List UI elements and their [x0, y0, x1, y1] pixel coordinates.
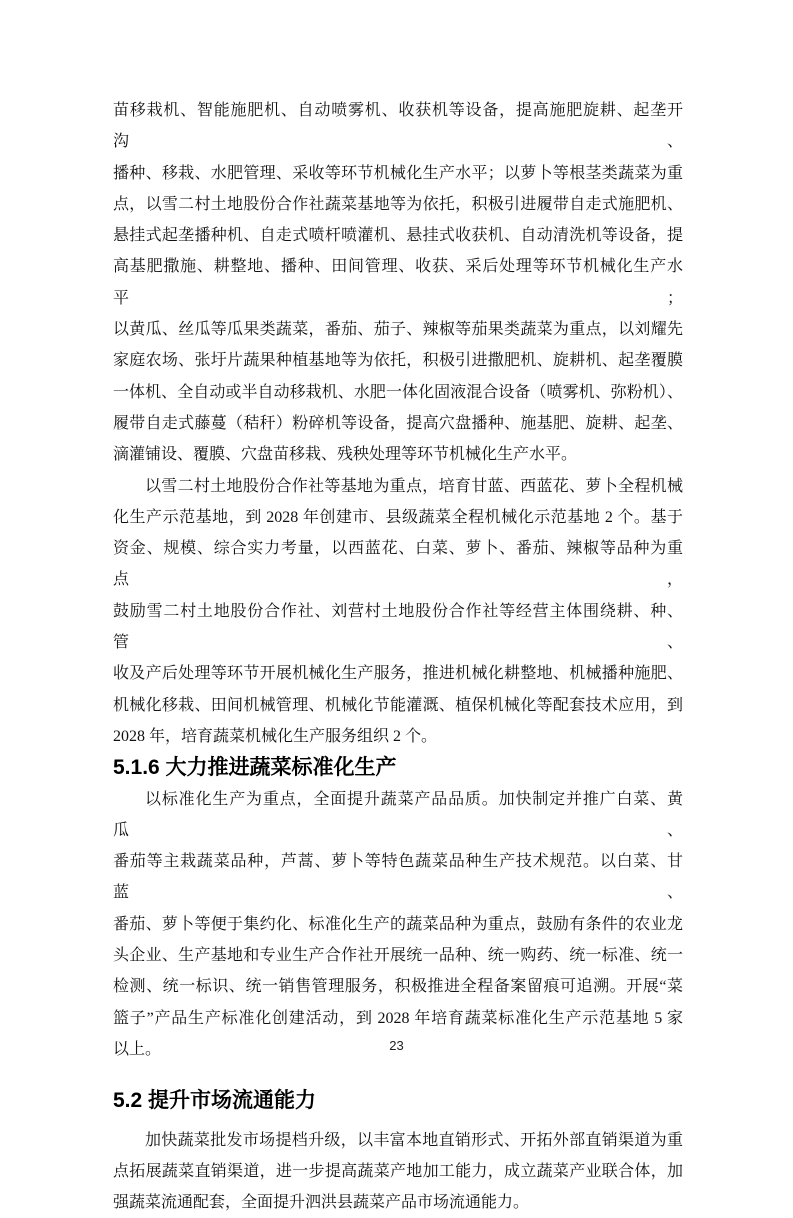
text-line: 篮子”产品生产标准化创建活动，到 2028 年培育蔬菜标准化生产示范基地 5 家: [113, 1003, 683, 1034]
text-line: 机械化移栽、田间机械管理、机械化节能灌溉、植保机械化等配套技术应用，到: [113, 690, 683, 721]
text-line: 以黄瓜、丝瓜等瓜果类蔬菜，番茄、茄子、辣椒等茄果类蔬菜为重点，以刘耀先: [113, 314, 683, 345]
text-line: 家庭农场、张圩片蔬果种植基地等为依托，积极引进撒肥机、旋耕机、起垄覆膜: [113, 345, 683, 376]
text-line: 播种、移栽、水肥管理、采收等环节机械化生产水平；以萝卜等根茎类蔬菜为重: [113, 158, 683, 189]
text-line: 以上。: [113, 1034, 683, 1065]
text-line: 鼓励雪二村土地股份合作社、刘营村土地股份合作社等经营主体围绕耕、种、管、: [113, 596, 683, 659]
text-line: 检测、统一标识、统一销售管理服务，积极推进全程备案留痕可追溯。开展“菜: [113, 971, 683, 1002]
text-line: 履带自走式藤蔓（秸秆）粉碎机等设备，提高穴盘播种、施基肥、旋耕、起垄、: [113, 408, 683, 439]
text-line: 头企业、生产基地和专业生产合作社开展统一品种、统一购药、统一标准、统一: [113, 940, 683, 971]
text-line: 点拓展蔬菜直销渠道，进一步提高蔬菜产地加工能力，成立蔬菜产业联合体，加: [113, 1156, 683, 1187]
text-line: 收及产后处理等环节开展机械化生产服务，推进机械化耕整地、机械播种施肥、: [113, 658, 683, 689]
paragraph: [113, 471, 683, 753]
text-line: 高基肥撒施、耕整地、播种、田间管理、收获、采后处理等环节机械化生产水平；: [113, 251, 683, 314]
text-line: 以标准化生产为重点，全面提升蔬菜产品品质。加快制定并推广白菜、黄瓜、: [113, 784, 683, 847]
text-line: 加快蔬菜批发市场提档升级，以丰富本地直销形式、开拓外部直销渠道为重: [113, 1125, 683, 1156]
paragraph: [113, 95, 683, 471]
text-line: 点，以雪二村土地股份合作社蔬菜基地等为依托，积极引进履带自走式施肥机、: [113, 189, 683, 220]
text-line: 一体机、全自动或半自动移栽机、水肥一体化固液混合设备（喷雾机、弥粉机）、: [113, 377, 683, 408]
text-line: 番茄等主栽蔬菜品种，芦蒿、萝卜等特色蔬菜品种生产技术规范。以白菜、甘蓝、: [113, 846, 683, 909]
text-line: 悬挂式起垄播种机、自走式喷杆喷灌机、悬挂式收获机、自动清洗机等设备，提: [113, 220, 683, 251]
text-line: 番茄、萝卜等便于集约化、标准化生产的蔬菜品种为重点，鼓励有条件的农业龙: [113, 909, 683, 940]
text-line: 2028 年，培育蔬菜机械化生产服务组织 2 个。: [113, 721, 683, 752]
text-line: 苗移栽机、智能施肥机、自动喷雾机、收获机等设备，提高施肥旋耕、起垄开沟、: [113, 95, 683, 158]
text-line: 强蔬菜流通配套，全面提升泗洪县蔬菜产品市场流通能力。: [113, 1187, 683, 1218]
page-number: 23: [0, 1038, 793, 1053]
section-heading: 5.2 提升市场流通能力: [113, 1085, 683, 1116]
text-line: 滴灌铺设、覆膜、穴盘苗移栽、残秧处理等环节机械化生产水平。: [113, 439, 683, 470]
text-line: 以雪二村土地股份合作社等基地为重点，培育甘蓝、西蓝花、萝卜全程机械: [113, 471, 683, 502]
text-line: 资金、规模、综合实力考量，以西蓝花、白菜、萝卜、番茄、辣椒等品种为重点，: [113, 533, 683, 596]
text-line: 化生产示范基地，到 2028 年创建市、县级蔬菜全程机械化示范基地 2 个。基于: [113, 502, 683, 533]
section-heading: 5.1.6 大力推进蔬菜标准化生产: [113, 752, 683, 783]
paragraph: [113, 784, 683, 1066]
paragraph: [113, 1125, 683, 1218]
